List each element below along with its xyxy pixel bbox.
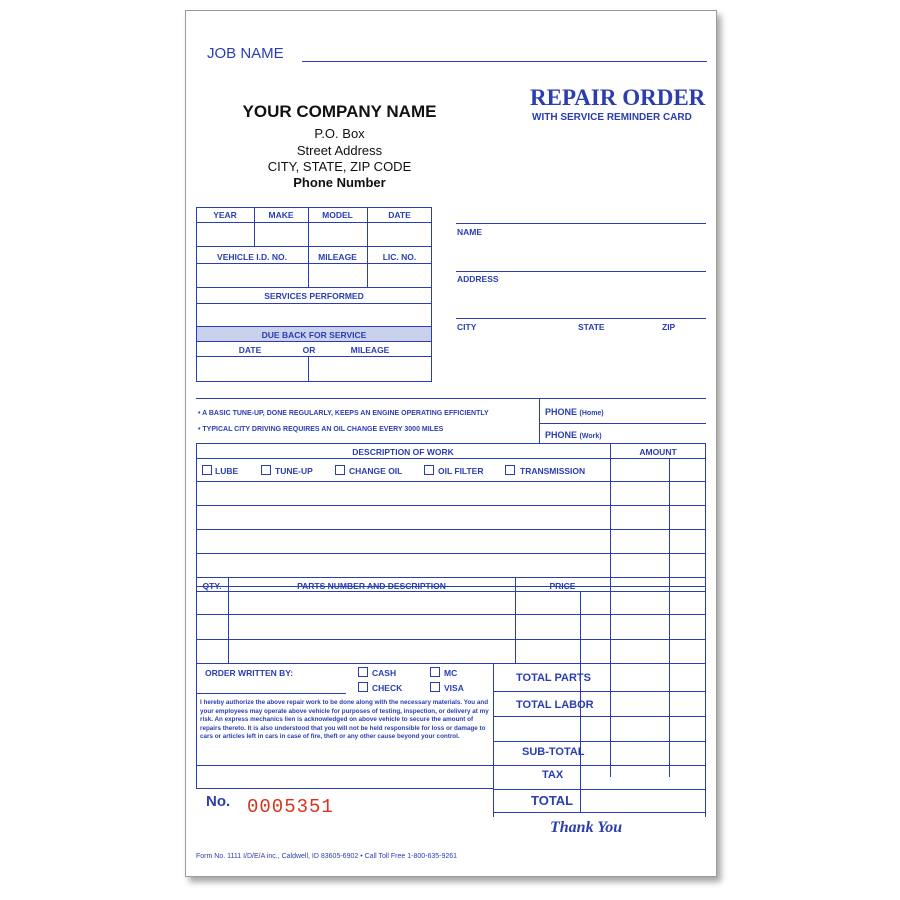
divider: [196, 591, 706, 592]
authorization-text: I hereby authorize the above repair work to be done along with the necessary materials. You and your employees may operate above vehicle for purposes of testing, inspection, or delivery at my risk. An express mechanics lien is acknowledged on above vehicle to secure the amount of repairs thereto. It is also understood that you will not be held responsible for loss or damage to cars or articles left in cars in case of fire, theft or any other cause beyond your control.: [200, 699, 489, 741]
description-of-work-header: DESCRIPTION OF WORK: [352, 447, 454, 457]
cash-checkbox[interactable]: [358, 667, 368, 677]
change-oil-checkbox[interactable]: [335, 465, 345, 475]
form-subtitle: WITH SERVICE REMINDER CARD: [532, 112, 692, 123]
divider: [196, 246, 432, 247]
lic-label: LIC. NO.: [382, 252, 417, 262]
divider: [196, 553, 706, 554]
visa-checkbox[interactable]: [430, 682, 440, 692]
mileage-label: MILEAGE: [318, 252, 357, 262]
divider: [196, 481, 706, 482]
oil-filter-checkbox[interactable]: [424, 465, 434, 475]
divider: [196, 341, 432, 342]
oil-filter-label: OIL FILTER: [438, 466, 484, 476]
divider: [196, 765, 493, 766]
tip-tuneup: • A BASIC TUNE-UP, DONE REGULARLY, KEEPS AN ENGINE OPERATING EFFICIENTLY: [198, 410, 489, 417]
sub-total-label: SUB-TOTAL: [522, 746, 585, 758]
customer-zip-label: ZIP: [662, 322, 676, 332]
order-number: 0005351: [247, 796, 334, 818]
thank-you-text: Thank You: [550, 819, 623, 836]
company-phone: Phone Number: [293, 175, 386, 190]
change-oil-label: CHANGE OIL: [349, 466, 403, 476]
divider: [196, 788, 493, 789]
tune-up-label: TUNE-UP: [275, 466, 313, 476]
job-name-line[interactable]: [302, 61, 707, 62]
phone-home-line[interactable]: [539, 423, 706, 424]
divider: [493, 741, 706, 742]
order-written-by-line[interactable]: [196, 693, 346, 694]
total-label: TOTAL: [531, 793, 574, 808]
job-name-label: JOB NAME: [207, 45, 284, 62]
mc-checkbox[interactable]: [430, 667, 440, 677]
check-checkbox[interactable]: [358, 682, 368, 692]
divider: [196, 664, 197, 789]
parts-desc-header: PARTS NUMBER AND DESCRIPTION: [297, 581, 446, 591]
divider: [308, 356, 309, 381]
form-footer: Form No. 1111 I/D/E/A inc., Caldwell, ID 83605-6902 • Call Toll Free 1-800-635-9261: [196, 853, 458, 860]
divider: [196, 287, 432, 288]
divider: [539, 398, 540, 443]
price-header: PRICE: [549, 581, 576, 591]
transmission-checkbox[interactable]: [505, 465, 515, 475]
order-written-by-label: ORDER WRITTEN BY:: [205, 668, 294, 678]
due-mileage-label: MILEAGE: [350, 345, 390, 355]
work-table: [196, 443, 706, 587]
number-label: No.: [206, 793, 231, 810]
mc-label: MC: [444, 668, 458, 678]
customer-name-label: NAME: [457, 227, 483, 237]
divider: [196, 458, 706, 459]
divider: [196, 505, 706, 506]
divider: [493, 812, 706, 813]
divider: [493, 716, 706, 717]
company-po-box: P.O. Box: [314, 126, 365, 141]
address-line[interactable]: [456, 318, 706, 319]
date-label: DATE: [388, 210, 411, 220]
tips-top-line: [196, 398, 706, 399]
divider: [580, 664, 581, 813]
phone-work-label: [545, 430, 602, 440]
check-label: CHECK: [372, 683, 403, 693]
due-or-label: OR: [302, 345, 316, 355]
divider: [196, 639, 706, 640]
divider: [196, 577, 706, 578]
form-title: REPAIR ORDER: [530, 85, 706, 110]
due-back-label: DUE BACK FOR SERVICE: [261, 330, 367, 340]
repair-order-form: [185, 10, 717, 877]
company-city-line: CITY, STATE, ZIP CODE: [267, 159, 412, 174]
company-name: YOUR COMPANY NAME: [242, 102, 437, 121]
due-date-label: DATE: [238, 345, 262, 355]
total-labor-label: TOTAL LABOR: [516, 699, 594, 711]
model-label: MODEL: [322, 210, 353, 220]
cash-label: CASH: [372, 668, 397, 678]
year-label: YEAR: [213, 210, 237, 220]
qty-header: QTY.: [202, 581, 222, 591]
company-street: Street Address: [296, 143, 383, 158]
divider: [580, 591, 581, 664]
customer-state-label: STATE: [578, 322, 605, 332]
divider: [493, 691, 706, 692]
customer-address-label: ADDRESS: [457, 274, 499, 284]
divider: [669, 458, 670, 777]
divider: [493, 765, 706, 766]
customer-city-label: CITY: [457, 322, 477, 332]
phone-work-sub: (Work): [579, 433, 602, 440]
tip-oil-change: • TYPICAL CITY DRIVING REQUIRES AN OIL CHANGE EVERY 3000 MILES: [198, 426, 444, 433]
divider: [196, 529, 706, 530]
lube-label: LUBE: [215, 466, 239, 476]
tune-up-checkbox[interactable]: [261, 465, 271, 475]
divider: [705, 577, 706, 817]
lube-checkbox[interactable]: [202, 465, 212, 475]
divider: [196, 303, 432, 304]
divider: [493, 789, 706, 790]
visa-label: VISA: [444, 683, 464, 693]
phone-home-label: [545, 407, 604, 417]
divider: [196, 222, 432, 223]
divider: [196, 663, 706, 664]
phone-home-sub: (Home): [579, 410, 604, 417]
divider: [196, 614, 706, 615]
make-label: MAKE: [268, 210, 294, 220]
tax-label: TAX: [542, 769, 564, 781]
divider: [610, 443, 611, 777]
amount-header: AMOUNT: [639, 447, 677, 457]
phone-work-main: PHONE: [545, 430, 578, 440]
name-line[interactable]: [456, 271, 706, 272]
name-line-top: [456, 223, 706, 224]
vin-label: VEHICLE I.D. NO.: [217, 252, 287, 262]
divider: [196, 356, 432, 357]
total-parts-label: TOTAL PARTS: [516, 672, 591, 684]
services-performed-label: SERVICES PERFORMED: [264, 291, 364, 301]
transmission-label: TRANSMISSION: [520, 466, 586, 476]
phone-home-main: PHONE: [545, 407, 578, 417]
divider: [196, 263, 432, 264]
